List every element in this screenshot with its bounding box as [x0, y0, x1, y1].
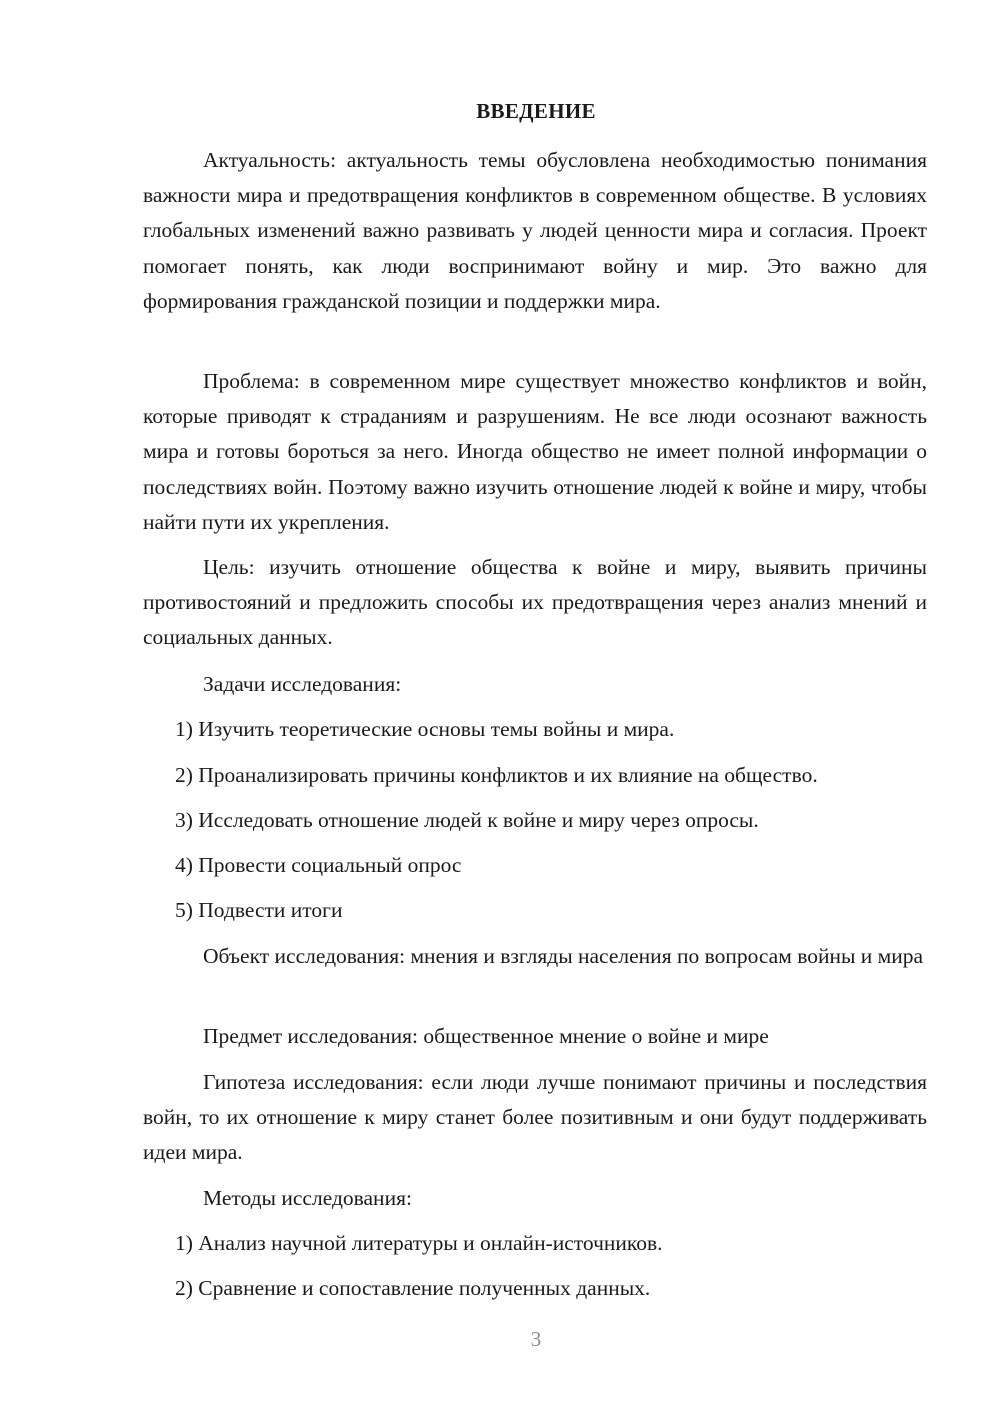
paragraph-problem: Проблема: в современном мире существует множество конфликтов и войн, которые приводят к страданиям и разрушениям. Не все люди осознают важность мира и готовы бороться за него. Иногда общество не имеет полной информации о последствиях войн. Поэтому важно изучить отношение людей к войне и миру, чтобы найти пути их укрепления. [143, 369, 927, 534]
tasks-heading: Задачи исследования: [203, 672, 402, 696]
task-item-2: 2) Проанализировать причины конфликтов и их влияние на общество. [175, 763, 818, 787]
paragraph-hypothesis: Гипотеза исследования: если люди лучше понимают причины и последствия войн, то их отношение к миру станет более позитивным и они будут поддерживать идеи мира. [143, 1070, 927, 1165]
paragraph-object: Объект исследования: мнения и взгляды населения по вопросам войны и мира [203, 944, 924, 968]
task-item-1: 1) Изучить теоретические основы темы войны и мира. [175, 717, 675, 741]
task-item-4: 4) Провести социальный опрос [175, 853, 462, 877]
paragraph-goal: Цель: изучить отношение общества к войне и миру, выявить причины противостояний и предложить способы их предотвращения через анализ мнений и социальных данных. [143, 555, 927, 650]
paragraph-relevance: Актуальность: актуальность темы обусловлена необходимостью понимания важности мира и предотвращения конфликтов в современном обществе. В условиях глобальных изменений важно развивать у людей ценности мира и согласия. Проект помогает понять, как люди воспринимают войну и мир. Это важно для формирования гражданской позиции и поддержки мира. [143, 148, 927, 313]
task-item-5: 5) Подвести итоги [175, 898, 343, 922]
task-item-3: 3) Исследовать отношение людей к войне и миру через опросы. [175, 808, 759, 832]
page-number: 3 [530, 1327, 542, 1351]
method-item-1: 1) Анализ научной литературы и онлайн-источников. [175, 1231, 663, 1255]
methods-heading: Методы исследования: [203, 1186, 412, 1210]
section-title: ВВЕДЕНИЕ [476, 99, 596, 123]
paragraph-subject: Предмет исследования: общественное мнение о войне и мире [203, 1024, 769, 1048]
method-item-2: 2) Сравнение и сопоставление полученных данных. [175, 1276, 651, 1300]
